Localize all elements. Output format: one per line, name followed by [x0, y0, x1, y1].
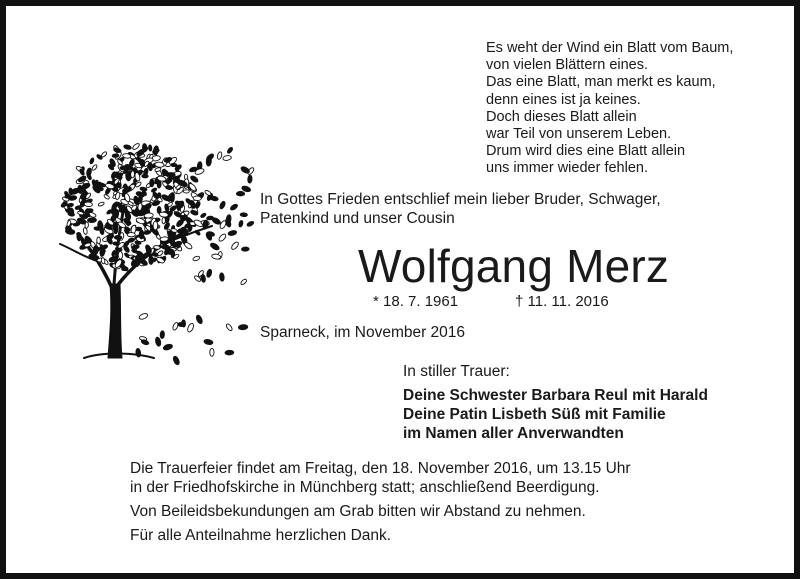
poem-line: uns immer wieder fehlen.	[486, 160, 648, 177]
thanks-note: Für alle Anteilnahme herzlichen Dank.	[130, 527, 392, 544]
intro-line: Patenkind und unser Cousin	[260, 210, 455, 227]
intro-text	[260, 190, 661, 228]
intro-line: In Gottes Frieden entschlief mein lieber Bruder, Schwager,	[260, 191, 661, 208]
poem-line: war Teil von unserem Leben.	[486, 126, 672, 143]
funeral-info-line: Die Trauerfeier findet am Freitag, den 18. November 2016, um 13.15 Uhr	[130, 460, 631, 477]
mourning-label: In stiller Trauer:	[403, 363, 510, 380]
mourner-line: im Namen aller Anverwandten	[403, 425, 624, 442]
funeral-info-line: in der Friedhofskirche in Münchberg statt; anschließend Beerdigung.	[130, 479, 600, 496]
poem-line: Drum wird dies eine Blatt allein	[486, 143, 686, 160]
mourners-block	[403, 362, 708, 443]
windblown-tree-icon	[42, 116, 262, 371]
poem-line: Doch dieses Blatt allein	[486, 108, 637, 125]
birth-date: * 18. 7. 1961	[373, 293, 459, 310]
death-date: † 11. 11. 2016	[515, 293, 609, 310]
poem-line: Das eine Blatt, man merkt es kaum,	[486, 74, 716, 91]
poem	[486, 40, 733, 178]
poem-line: Es weht der Wind ein Blatt vom Baum,	[486, 40, 734, 56]
footer-text	[130, 459, 631, 545]
poem-line: von vielen Blättern eines.	[486, 57, 649, 74]
place-date: Sparneck, im November 2016	[260, 324, 466, 341]
poem-line: denn eines ist ja keines.	[486, 91, 641, 108]
mourner-line: Deine Schwester Barbara Reul mit Harald	[403, 387, 708, 404]
condolence-note: Von Beileidsbekundungen am Grab bitten wir Abstand zu nehmen.	[130, 503, 586, 520]
deceased-name: Wolfgang Merz	[358, 240, 670, 292]
mourner-line: Deine Patin Lisbeth Süß mit Familie	[403, 406, 666, 423]
